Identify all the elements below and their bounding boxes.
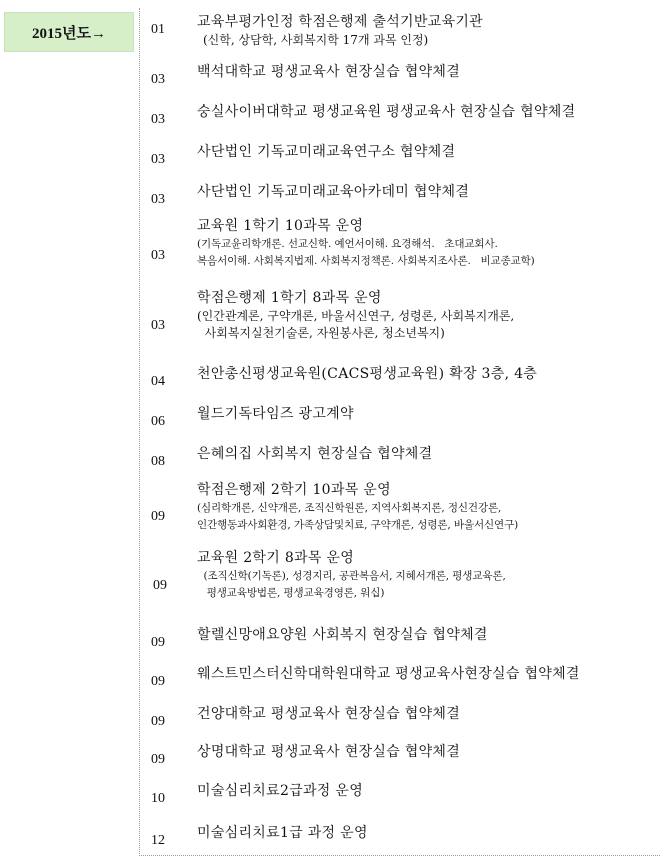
row-month: 09 <box>151 674 165 689</box>
row-title: 상명대학교 평생교육사 현장실습 협약체결 <box>197 744 461 760</box>
row-content <box>197 664 662 684</box>
row-month: 09 <box>151 635 165 650</box>
row-content <box>197 12 662 49</box>
row-detail: 사회복지실천기술론, 자원봉사론, 청소년복지) <box>197 326 445 340</box>
row-month: 08 <box>151 454 165 469</box>
row-month: 09 <box>153 578 167 593</box>
row-month: 03 <box>151 192 165 207</box>
row-month: 09 <box>151 752 165 767</box>
row-month: 03 <box>151 318 165 333</box>
row-month: 09 <box>151 509 165 524</box>
row-title: 백석대학교 평생교육사 현장실습 협약체결 <box>197 64 461 80</box>
row-month: 06 <box>151 414 165 429</box>
row-title: 천안총신평생교육원(CACS평생교육원) 확장 3층, 4층 <box>197 366 538 382</box>
vertical-divider <box>139 8 140 854</box>
row-content <box>197 142 662 162</box>
row-content <box>197 704 662 724</box>
row-month: 10 <box>151 791 165 806</box>
row-month: 09 <box>151 714 165 729</box>
row-month: 03 <box>151 152 165 167</box>
row-title: 할렐신망애요양원 사회복지 현장실습 협약체결 <box>197 627 488 643</box>
row-title: 미술심리치료2급과정 운영 <box>197 783 364 799</box>
row-month: 04 <box>151 374 165 389</box>
row-detail: 복음서이해. 사회복지법제. 사회복지정책론. 사회복지조사론. 비교종교학) <box>197 255 535 267</box>
year-label: 2015년도→ <box>32 25 106 42</box>
row-month: 01 <box>151 22 165 37</box>
row-title: 미술심리치료1급 과정 운영 <box>197 825 368 841</box>
row-content <box>197 102 662 122</box>
row-content <box>197 480 662 534</box>
row-month: 03 <box>151 248 165 263</box>
bottom-divider <box>139 855 660 856</box>
year-badge <box>4 12 134 52</box>
row-detail: (조직신학(기독론), 성경지리, 공관복음서, 지혜서개론, 평생교육론, <box>197 570 506 582</box>
row-title: 학점은행제 1학기 8과목 운영 <box>197 290 382 306</box>
row-content <box>197 625 662 645</box>
row-title: 월드기독타임즈 광고계약 <box>197 406 354 422</box>
row-detail: 인간행동과사회환경, 가족상담및치료, 구약개론, 성령론, 바울서신연구) <box>197 519 519 531</box>
row-title: 숭실사이버대학교 평생교육원 평생교육사 현장실습 협약체결 <box>197 104 576 120</box>
row-content <box>197 288 662 342</box>
row-content <box>197 823 662 843</box>
row-title: 교육부평가인정 학점은행제 출석기반교육기관 <box>197 14 483 30</box>
row-content <box>197 548 662 602</box>
row-content <box>197 781 662 801</box>
row-content <box>197 62 662 82</box>
row-title: 사단법인 기독교미래교육연구소 협약체결 <box>197 144 456 160</box>
row-title: 교육원 1학기 10과목 운영 <box>197 218 364 234</box>
row-content <box>197 216 662 270</box>
row-title: 건양대학교 평생교육사 현장실습 협약체결 <box>197 706 461 722</box>
row-month: 12 <box>151 833 165 848</box>
row-content <box>197 404 662 424</box>
row-content <box>197 742 662 762</box>
row-content <box>197 364 662 384</box>
row-title: 웨스트민스터신학대학원대학교 평생교육사현장실습 협약체결 <box>197 666 580 682</box>
row-detail: 평생교육방법론, 평생교육경영론, 워십) <box>197 587 385 599</box>
row-detail: (인간관계론, 구약개론, 바울서신연구, 성령론, 사회복지개론, <box>197 309 515 323</box>
row-title: 은혜의집 사회복지 현장실습 협약체결 <box>197 446 433 462</box>
row-month: 03 <box>151 112 165 127</box>
row-detail: (신학, 상담학, 사회복지학 17개 과목 인정) <box>203 33 429 47</box>
row-title: 사단법인 기독교미래교육아카데미 협약체결 <box>197 184 470 200</box>
row-content <box>197 444 662 464</box>
row-detail: (심리학개론, 신약개론, 조직신학원론, 지역사회복지론, 정신건강론, <box>197 502 502 514</box>
row-title: 학점은행제 2학기 10과목 운영 <box>197 482 391 498</box>
row-content <box>197 182 662 202</box>
row-month: 03 <box>151 72 165 87</box>
row-title: 교육원 2학기 8과목 운영 <box>197 550 355 566</box>
row-detail: (기독교윤리학개론. 선교신학. 예언서이해. 요경해석. 초대교회사. <box>197 238 498 250</box>
